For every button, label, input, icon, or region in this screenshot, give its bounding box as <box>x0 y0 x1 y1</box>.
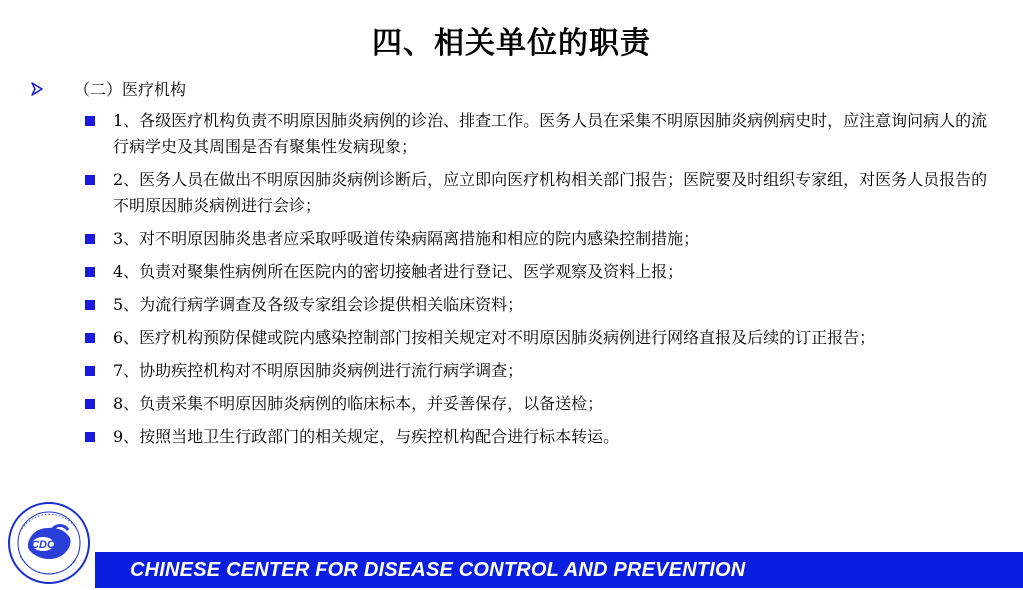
footer-bar <box>95 552 1023 588</box>
square-bullet-icon <box>85 267 95 277</box>
square-bullet-icon <box>85 175 95 185</box>
square-bullet-icon <box>85 333 95 343</box>
list-item-text: 3、对不明原因肺炎患者应采取呼吸道传染病隔离措施和相应的院内感染控制措施； <box>113 229 700 248</box>
list-item <box>85 424 990 450</box>
list-item <box>85 358 990 384</box>
cdc-logo-icon <box>6 500 92 586</box>
list-item-text: 5、为流行病学调查及各级专家组会诊提供相关临床资料； <box>113 295 524 314</box>
square-bullet-icon <box>85 300 95 310</box>
responsibility-list <box>85 108 990 457</box>
chevron-right-icon <box>30 81 44 95</box>
list-item-text: 2、医务人员在做出不明原因肺炎病例诊断后，应立即向医疗机构相关部门报告；医院要及时组织专家组，对医务人员报告的不明原因肺炎病例进行会诊； <box>113 170 988 215</box>
square-bullet-icon <box>85 234 95 244</box>
list-item <box>85 259 990 285</box>
list-item-text: 9、按照当地卫生行政部门的相关规定，与疾控机构配合进行标本转运。 <box>113 427 620 446</box>
section-label: （二）医疗机构 <box>74 79 187 99</box>
list-item <box>85 292 990 318</box>
list-item <box>85 167 990 219</box>
list-item-text: 7、协助疾控机构对不明原因肺炎病例进行流行病学调查； <box>113 361 524 380</box>
list-item-text: 4、负责对聚集性病例所在医院内的密切接触者进行登记、医学观察及资料上报； <box>113 262 684 281</box>
list-item-text: 1、各级医疗机构负责不明原因肺炎病例的诊治、排查工作。医务人员在采集不明原因肺炎病例病史时，应注意询问病人的流行病学史及其周围是否有聚集性发病现象； <box>113 111 988 156</box>
footer-text: CHINESE CENTER FOR DISEASE CONTROL AND PREVENTION <box>130 558 746 581</box>
slide-title: 四、相关单位的职责 <box>372 26 651 61</box>
cdc-logo-label: CDC <box>31 539 55 551</box>
square-bullet-icon <box>85 366 95 376</box>
list-item <box>85 226 990 252</box>
square-bullet-icon <box>85 116 95 126</box>
list-item-text: 6、医疗机构预防保健或院内感染控制部门按相关规定对不明原因肺炎病例进行网络直报及后续的订正报告； <box>113 328 876 347</box>
list-item <box>85 325 990 351</box>
square-bullet-icon <box>85 399 95 409</box>
list-item-text: 8、负责采集不明原因肺炎病例的临床标本，并妥善保存，以备送检； <box>113 394 604 413</box>
section-heading <box>30 76 186 100</box>
square-bullet-icon <box>85 432 95 442</box>
list-item <box>85 108 990 160</box>
list-item <box>85 391 990 417</box>
